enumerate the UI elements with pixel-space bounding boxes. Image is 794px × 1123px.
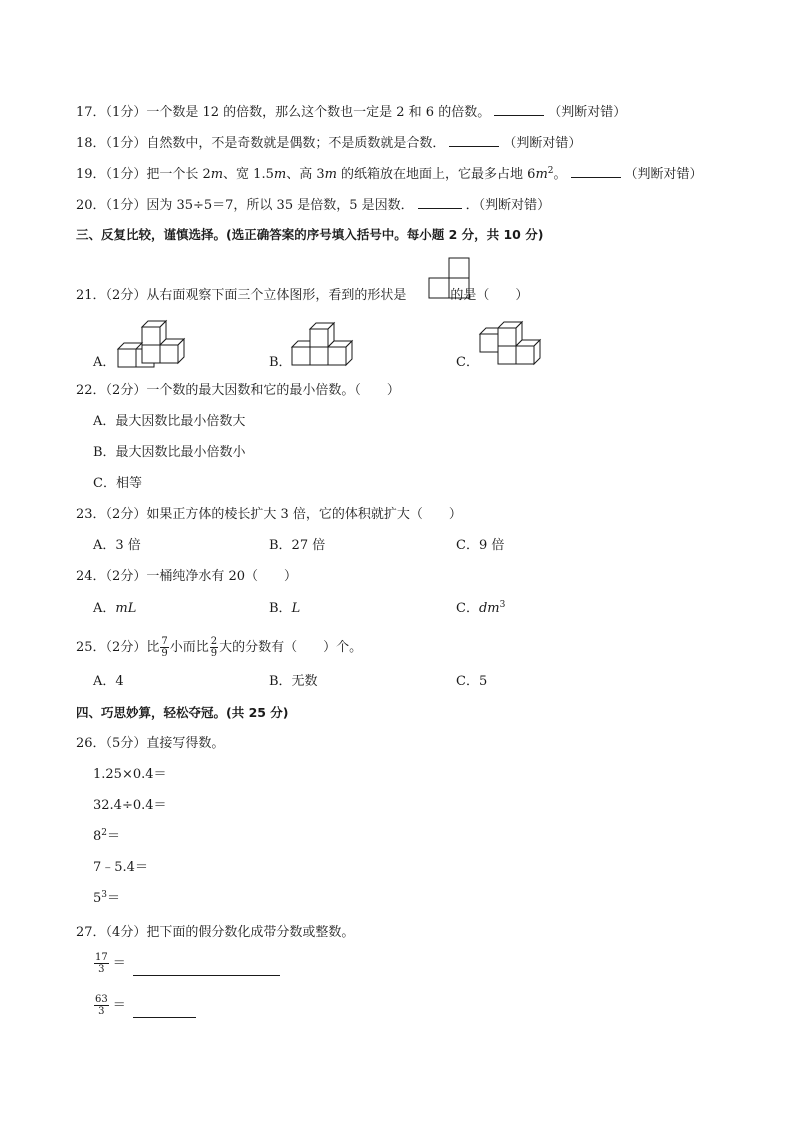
calc-item-3 — [93, 829, 120, 845]
exponent: 3 — [499, 600, 506, 610]
base: 8 — [93, 829, 102, 844]
cube-figure-a — [116, 315, 192, 369]
question-21-text-1: 21．（2分）从右面观察下面三个立体图形，看到的形状是 — [76, 288, 407, 303]
question-18-text: 18．（1分）自然数中，不是奇数就是偶数；不是质数就是合数． — [76, 136, 446, 151]
calc-item-1: 1.25×0.4＝ — [93, 767, 167, 782]
equals: ＝ — [107, 829, 121, 844]
unit-m: m — [210, 167, 224, 182]
equals: ＝ — [107, 891, 121, 906]
question-18 — [76, 134, 581, 152]
option-label: B． — [269, 601, 292, 616]
unit-m: m — [273, 167, 287, 182]
option-24-a[interactable] — [93, 601, 136, 617]
answer-line-27-1[interactable] — [133, 975, 280, 976]
option-23-c[interactable]: C．9 倍 — [456, 538, 505, 553]
fraction-7-9 — [160, 636, 168, 659]
exponent: 2 — [547, 166, 554, 176]
answer-blank-17[interactable] — [494, 103, 544, 116]
answer-blank-19[interactable] — [571, 165, 621, 178]
equals: ＝ — [112, 956, 126, 971]
exponent: 2 — [101, 828, 108, 838]
section-4-heading: 四、巧思妙算，轻松夺冠。(共 25 分) — [76, 705, 289, 720]
question-19-text-5: 。 — [553, 167, 567, 182]
unit-ml: mL — [115, 601, 137, 616]
question-21-text-2: 的是（ ） — [450, 288, 529, 303]
base: 5 — [93, 891, 102, 906]
unit-m: m — [535, 167, 548, 182]
question-22: 22．（2分）一个数的最大因数和它的最小倍数。（ ） — [76, 383, 400, 398]
calc-item-4: 7﹣5.4＝ — [93, 860, 148, 875]
answer-blank-18[interactable] — [449, 134, 499, 147]
unit-m: m — [324, 167, 337, 182]
fraction-numerator: 2 — [210, 636, 218, 647]
question-25-text-2: 小而比 — [169, 640, 209, 655]
fraction-numerator: 17 — [95, 952, 108, 963]
fraction-numerator: 63 — [95, 994, 108, 1005]
question-19-text-4: 的纸箱放在地面上，它最多占地 6 — [336, 167, 536, 182]
option-22-b[interactable]: B．最大因数比最小倍数小 — [93, 445, 246, 460]
question-25 — [76, 636, 362, 659]
question-19 — [76, 165, 703, 183]
equals: ＝ — [112, 998, 126, 1013]
exponent: 3 — [101, 890, 108, 900]
section-3-heading: 三、反复比较，谨慎选择。(选正确答案的序号填入括号中。每小题 2 分，共 10 分) — [76, 227, 544, 242]
fraction-63-3 — [94, 994, 109, 1017]
question-26: 26．（5分）直接写得数。 — [76, 736, 225, 751]
cube-figure-b — [290, 321, 354, 369]
answer-line-27-2[interactable] — [133, 1017, 196, 1018]
option-21-b[interactable]: B． — [269, 355, 292, 370]
unit-dm: dm — [478, 601, 500, 616]
question-17-text: 17．（1分）一个数是 12 的倍数，那么这个数也一定是 2 和 6 的倍数。 — [76, 105, 491, 120]
option-22-a[interactable]: A．最大因数比最小倍数大 — [93, 414, 246, 429]
question-20 — [76, 196, 550, 214]
question-20-tail: ．（判断对错） — [465, 198, 551, 213]
option-23-b[interactable]: B．27 倍 — [269, 538, 326, 553]
fraction-denominator: 3 — [98, 1006, 105, 1017]
fraction-denominator: 9 — [210, 648, 218, 659]
cube-figure-c — [478, 320, 544, 370]
question-19-text-3: 、高 3 — [286, 167, 325, 182]
fraction-numerator: 7 — [161, 636, 168, 647]
option-21-a[interactable]: A． — [93, 355, 116, 370]
question-19-tail: （判断对错） — [624, 167, 703, 182]
option-25-c[interactable]: C．5 — [456, 674, 488, 689]
question-20-text: 20．（1分）因为 35÷5＝7，所以 35 是倍数，5 是因数． — [76, 198, 414, 213]
fraction-denominator: 9 — [161, 648, 168, 659]
question-19-text-1: 19．（1分）把一个长 2 — [76, 167, 211, 182]
option-25-a[interactable]: A．4 — [93, 674, 124, 689]
option-label: A． — [93, 601, 116, 616]
question-18-tail: （判断对错） — [503, 136, 582, 151]
fraction-17-3 — [94, 952, 109, 975]
option-24-b[interactable] — [269, 601, 300, 617]
question-25-text-3: 大的分数有（ ）个。 — [219, 640, 363, 655]
option-label: C． — [456, 601, 479, 616]
question-25-text-1: 25．（2分）比 — [76, 640, 160, 655]
calc-item-2: 32.4÷0.4＝ — [93, 798, 167, 813]
fraction-denominator: 3 — [98, 964, 105, 975]
question-24: 24．（2分）一桶纯净水有 20（ ） — [76, 569, 297, 584]
option-25-b[interactable]: B．无数 — [269, 674, 318, 689]
convert-item-2 — [93, 994, 126, 1017]
answer-blank-20[interactable] — [418, 196, 462, 209]
fraction-2-9 — [210, 636, 218, 659]
question-17 — [76, 103, 626, 121]
unit-l: L — [291, 601, 301, 616]
option-24-c[interactable] — [456, 601, 505, 617]
question-23: 23．（2分）如果正方体的棱长扩大 3 倍，它的体积就扩大（ ） — [76, 507, 462, 522]
question-27: 27．（4分）把下面的假分数化成带分数或整数。 — [76, 925, 355, 940]
calc-item-5 — [93, 891, 120, 907]
convert-item-1 — [93, 952, 126, 975]
option-21-c[interactable]: C． — [456, 355, 479, 370]
question-17-tail: （判断对错） — [548, 105, 627, 120]
option-23-a[interactable]: A．3 倍 — [93, 538, 141, 553]
side-view-shape — [427, 257, 471, 301]
question-19-text-2: 、宽 1.5 — [223, 167, 274, 182]
option-22-c[interactable]: C．相等 — [93, 476, 142, 491]
